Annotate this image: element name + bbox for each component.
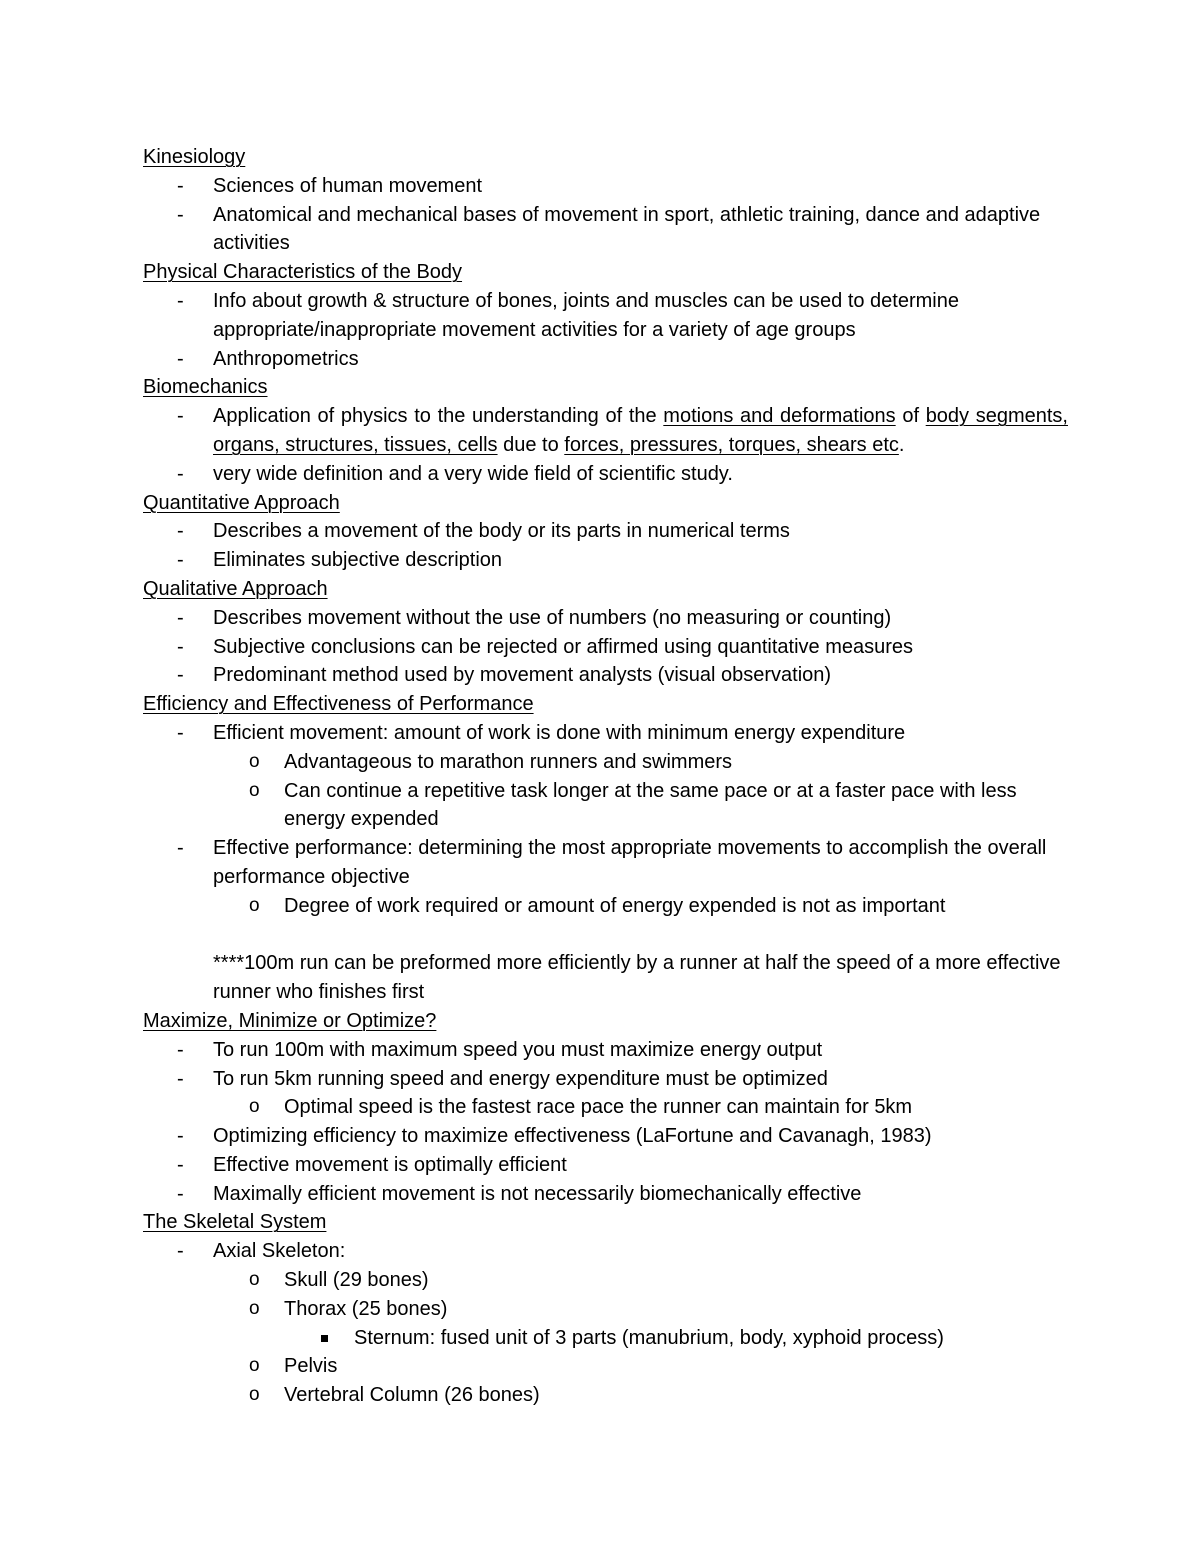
dash-marker: - xyxy=(177,1153,184,1176)
item-text: Pelvis xyxy=(284,1355,338,1378)
underlined-term: motions and deformations xyxy=(663,405,896,428)
item-text: Application of physics to the understanding of the xyxy=(213,405,664,428)
heading-biomechanics: Biomechanics xyxy=(143,376,268,399)
sub-list-item xyxy=(143,892,1068,921)
item-text: Anatomical and mechanical bases of movement in sport, athletic training, dance and adaptive activities xyxy=(213,203,1041,255)
circle-marker: o xyxy=(249,1297,260,1319)
dash-marker: - xyxy=(177,721,184,744)
list-item xyxy=(143,1036,1068,1065)
item-text: Optimal speed is the fastest race pace the runner can maintain for 5km xyxy=(284,1096,913,1119)
item-text: Skull (29 bones) xyxy=(284,1269,429,1292)
item-text: Thorax (25 bones) xyxy=(284,1297,448,1320)
dash-marker: - xyxy=(177,347,184,370)
circle-marker: o xyxy=(249,1384,260,1406)
dash-marker: - xyxy=(177,635,184,658)
list-item xyxy=(143,172,1068,201)
list-item xyxy=(143,1065,1068,1094)
item-text: Effective movement is optimally efficient xyxy=(213,1153,567,1176)
item-text: Sciences of human movement xyxy=(213,174,483,197)
circle-marker: o xyxy=(249,1269,260,1291)
dash-marker: - xyxy=(177,1038,184,1061)
sub-list-item xyxy=(143,748,1068,777)
item-text: . xyxy=(898,433,905,456)
list-item xyxy=(143,604,1068,633)
list-item xyxy=(143,1122,1068,1151)
dash-marker: - xyxy=(177,203,184,226)
sub-sub-list-item xyxy=(143,1324,1068,1353)
square-bullet-icon xyxy=(321,1335,328,1342)
item-text: Describes a movement of the body or its parts in numerical terms xyxy=(213,520,790,543)
circle-marker: o xyxy=(249,1355,260,1377)
item-text: Efficient movement: amount of work is done with minimum energy expenditure xyxy=(213,721,906,744)
dash-marker: - xyxy=(177,1125,184,1148)
sub-list-item xyxy=(143,1381,1068,1410)
list-item xyxy=(143,834,1068,892)
list-item xyxy=(143,402,1068,460)
heading-qualitative-approach: Qualitative Approach xyxy=(143,577,328,600)
sub-list-item xyxy=(143,777,1068,835)
list-item xyxy=(143,345,1068,374)
item-text: Anthropometrics xyxy=(213,347,359,370)
heading-skeletal-system: The Skeletal System xyxy=(143,1211,327,1234)
list-item xyxy=(143,460,1068,489)
heading-efficiency-effectiveness: Efficiency and Effectiveness of Performance xyxy=(143,693,534,716)
heading-maximize-minimize-optimize: Maximize, Minimize or Optimize? xyxy=(143,1009,437,1032)
dash-marker: - xyxy=(177,837,184,860)
item-text: Maximally efficient movement is not necessarily biomechanically effective xyxy=(213,1182,862,1205)
dash-marker: - xyxy=(177,462,184,485)
circle-marker: o xyxy=(249,750,260,772)
list-item xyxy=(143,517,1068,546)
circle-marker: o xyxy=(249,779,260,801)
list-item xyxy=(143,201,1068,259)
item-text: Eliminates subjective description xyxy=(213,549,503,572)
item-text: Vertebral Column (26 bones) xyxy=(284,1384,540,1407)
underlined-term: forces, pressures, torques, shears etc xyxy=(564,433,899,456)
dash-marker: - xyxy=(177,549,184,572)
item-text: Advantageous to marathon runners and swimmers xyxy=(284,750,733,773)
sub-list-item xyxy=(143,1352,1068,1381)
item-text: To run 5km running speed and energy expenditure must be optimized xyxy=(213,1067,828,1090)
list-item xyxy=(143,661,1068,690)
item-text: of xyxy=(895,405,926,428)
document-page xyxy=(143,143,1068,1410)
item-text: To run 100m with maximum speed you must maximize energy output xyxy=(213,1038,823,1061)
item-text: Predominant method used by movement analysts (visual observation) xyxy=(213,664,832,687)
list-item xyxy=(143,1151,1068,1180)
item-text: Can continue a repetitive task longer at the same pace or at a faster pace with less energy expended xyxy=(284,779,1017,831)
dash-marker: - xyxy=(177,520,184,543)
blank-line xyxy=(143,921,1068,950)
item-text: Effective performance: determining the most appropriate movements to accomplish the overall performance objective xyxy=(213,837,1047,888)
item-text: Axial Skeleton: xyxy=(213,1240,346,1263)
note-text: ****100m run can be preformed more efficiently by a runner at half the speed of a more effective runner who finishes first xyxy=(213,952,1061,1004)
list-item xyxy=(143,719,1068,748)
sub-list-item xyxy=(143,1093,1068,1122)
list-item xyxy=(143,546,1068,575)
dash-marker: - xyxy=(177,606,184,629)
item-text: due to xyxy=(497,433,565,456)
circle-marker: o xyxy=(249,894,260,916)
item-text: Optimizing efficiency to maximize effectiveness (LaFortune and Cavanagh, 1983) xyxy=(213,1125,932,1148)
dash-marker: - xyxy=(177,174,184,197)
item-text: Degree of work required or amount of energy expended is not as important xyxy=(284,894,946,917)
dash-marker: - xyxy=(177,405,184,428)
dash-marker: - xyxy=(177,664,184,687)
sub-list-item xyxy=(143,1295,1068,1324)
item-text: very wide definition and a very wide field of scientific study. xyxy=(213,462,733,485)
item-text: Describes movement without the use of numbers (no measuring or counting) xyxy=(213,606,892,629)
dash-marker: - xyxy=(177,289,184,312)
heading-physical-characteristics: Physical Characteristics of the Body xyxy=(143,261,463,284)
item-text: Info about growth & structure of bones, joints and muscles can be used to determine appropriate/inappropriate movement activities for a variety of age groups xyxy=(213,289,959,341)
dash-marker: - xyxy=(177,1067,184,1090)
list-item xyxy=(143,287,1068,345)
underlined-term: body segments, organs, structures, tissues, cells xyxy=(213,405,1068,456)
list-item xyxy=(143,1237,1068,1266)
dash-marker: - xyxy=(177,1182,184,1205)
sub-list-item xyxy=(143,1266,1068,1295)
list-item xyxy=(143,633,1068,662)
heading-kinesiology: Kinesiology xyxy=(143,146,246,168)
dash-marker: - xyxy=(177,1240,184,1263)
list-item xyxy=(143,1180,1068,1209)
item-text: Sternum: fused unit of 3 parts (manubrium, body, xyphoid process) xyxy=(354,1326,944,1349)
item-text: Subjective conclusions can be rejected or affirmed using quantitative measures xyxy=(213,635,914,658)
heading-quantitative-approach: Quantitative Approach xyxy=(143,491,340,514)
circle-marker: o xyxy=(249,1096,260,1118)
